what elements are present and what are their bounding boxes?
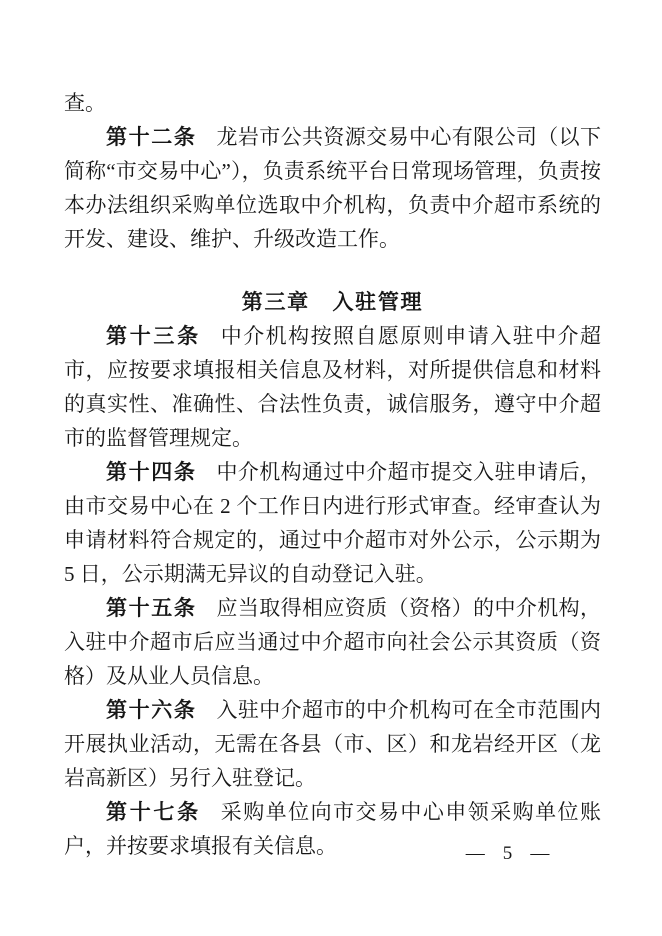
article-text: 应当取得相应资质（资格）的中介机构，入驻中介超市后应当通过中介超市向社会公示其资质（资格）及从业人员信息。 — [64, 596, 602, 688]
continuation-paragraph: 查。 — [64, 91, 106, 115]
article-paragraph — [64, 455, 601, 591]
document-content — [64, 86, 601, 863]
article-paragraph — [64, 120, 601, 256]
article-text: 采购单位向市交易中心申领采购单位账户，并按要求填报有关信息。 — [64, 800, 601, 858]
page-number: — 5 — — [465, 843, 556, 864]
article-number: 第十三条 — [106, 324, 201, 348]
article-number: 第十五条 — [106, 596, 197, 620]
article-paragraph — [64, 319, 601, 455]
article-number: 第十七条 — [106, 800, 201, 824]
article-text: 入驻中介超市的中介机构可在全市范围内开展执业活动，无需在各县（市、区）和龙岩经开区（龙岩高新区）另行入驻登记。 — [64, 698, 602, 790]
chapter-heading: 第三章 入驻管理 — [241, 290, 424, 314]
article-text: 龙岩市公共资源交易中心有限公司（以下简称“市交易中心”），负责系统平台日常现场管理，负责按本办法组织采购单位选取中介机构，负责中介超市系统的开发、建设、维护、升级改造工作。 — [64, 125, 602, 251]
article-paragraph — [64, 693, 601, 795]
article-number: 第十六条 — [106, 698, 197, 722]
article-number: 第十二条 — [106, 125, 197, 149]
article-text: 中介机构按照自愿原则申请入驻中介超市，应按要求填报相关信息及材料，对所提供信息和材料的真实性、准确性、合法性负责，诚信服务，遵守中介超市的监督管理规定。 — [64, 324, 601, 450]
article-number: 第十四条 — [106, 460, 197, 484]
article-paragraph — [64, 591, 601, 693]
article-text: 中介机构通过中介超市提交入驻申请后，由市交易中心在 2 个工作日内进行形式审查。经审查认为申请材料符合规定的，通过中介超市对外公示，公示期为 5 日，公示期满无异议的自动登记入驻。 — [64, 460, 602, 586]
